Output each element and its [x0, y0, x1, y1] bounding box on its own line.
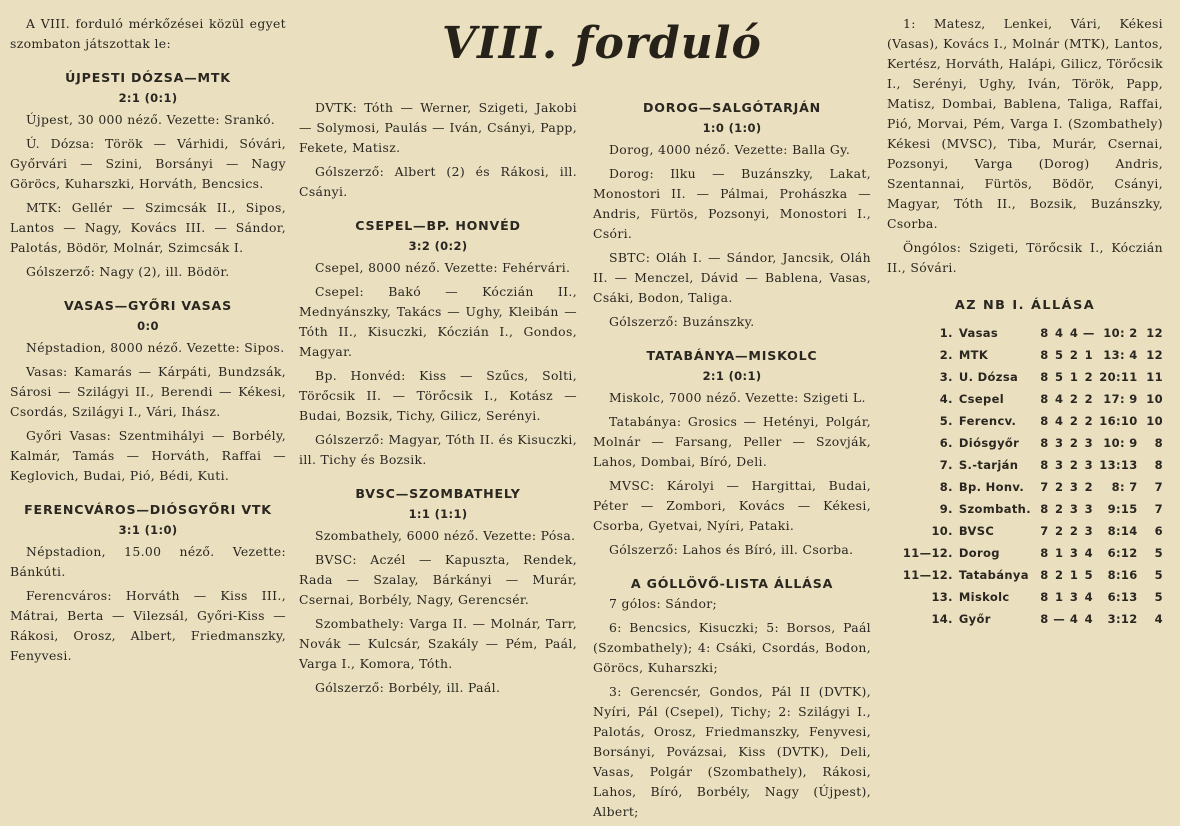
- standings-cell-p: 8: [1040, 590, 1049, 604]
- intro-text: A VIII. forduló mérkőzései közül egyet szombaton játszottak le:: [10, 16, 286, 51]
- standings-cell-rank: 11—12.: [902, 546, 953, 560]
- lineup-away: Szombathely: Varga II. — Molnár, Tarr, Novák — Kulcsár, Szakály — Pém, Paál, Varga I., Komora, Tóth.: [299, 616, 577, 671]
- column-1: [10, 14, 286, 670]
- standings-cell-pts: 10: [1146, 392, 1163, 406]
- standings-cell-w: 2: [1055, 524, 1064, 538]
- standings-cell-team: BVSC: [958, 524, 995, 538]
- standings-cell-pts: 11: [1146, 370, 1163, 384]
- standings-cell-d: 2: [1069, 414, 1079, 428]
- standings-cell-l: 5: [1084, 568, 1093, 582]
- standings-cell-p: 8: [1040, 546, 1049, 560]
- standings-cell-goals: 3:12: [1107, 612, 1138, 626]
- match-info: Dorog, 4000 néző. Vezette: Balla Gy.: [609, 142, 851, 157]
- scorers-paragraph: 1: Matesz, Lenkei, Vári, Kékesi (Vasas), Kovács I., Molnár (MTK), Lantos, Kertész, Horváth, Halápi, Gilicz, Törőcsik I., Serényi, Ughy, Iván, Török, Papp, Matisz, Dombai, Bablena, Taliga, Raffai, Pió, Morvai, Pém, Varga I. (Szombathely) Kékesi (MVSC), Tiba, Murár, Csernai, Pozsonyi, Varga (Dorog) Andris, Szentannai, Fürtös, Bödör, Csányi, Magyar, Tóth II., Bozsik, Buzánszky, Csorba.: [887, 16, 1163, 231]
- standings-cell-d: 4: [1069, 612, 1079, 626]
- standings-cell-p: 8: [1040, 392, 1049, 406]
- standings-cell-pts: 5: [1154, 568, 1163, 582]
- standings-cell-d: 1: [1069, 568, 1079, 582]
- standings-cell-rank: 9.: [939, 502, 953, 516]
- standings-cell-l: —: [1082, 326, 1095, 340]
- standings-cell-pts: 10: [1146, 414, 1163, 428]
- match-header: VASAS—GYŐRI VASAS: [64, 298, 232, 313]
- standings-cell-team: Bp. Honv.: [958, 480, 1025, 494]
- standings-cell-pts: 8: [1154, 458, 1163, 472]
- standings-cell-d: 2: [1069, 436, 1079, 450]
- standings-cell-rank: 7.: [939, 458, 953, 472]
- lineup-away: Bp. Honvéd: Kiss — Szűcs, Solti, Törőcsik II. — Törőcsik I., Kotász — Budai, Bozsik, Tichy, Gilicz, Serényi.: [299, 368, 577, 423]
- standings-cell-p: 8: [1040, 568, 1049, 582]
- standings-cell-pts: 4: [1154, 612, 1163, 626]
- standings-cell-p: 8: [1040, 436, 1049, 450]
- standings-cell-rank: 5.: [939, 414, 953, 428]
- standings-cell-l: 4: [1084, 590, 1093, 604]
- lineup-away: MVSC: Károlyi — Hargittai, Budai, Péter — Zombori, Kovács — Kékesi, Csorba, Gyetvai, Nyíri, Pataki.: [593, 478, 871, 533]
- column-2: [299, 98, 577, 702]
- lineup-away: DVTK: Tóth — Werner, Szigeti, Jakobi — Solymosi, Paulás — Iván, Csányi, Papp, Fekete, Matisz.: [299, 100, 577, 155]
- standings-cell-d: 2: [1069, 392, 1079, 406]
- standings-cell-team: Szombath.: [958, 502, 1031, 516]
- standings-cell-team: Dorog: [958, 546, 1000, 560]
- lineup-home: Dorog: Ilku — Buzánszky, Lakat, Monostori II. — Pálmai, Prohászka — Andris, Fürtös, Pozsonyi, Monostori I., Csóri.: [593, 166, 871, 241]
- standings-cell-rank: 2.: [939, 348, 953, 362]
- standings-cell-goals: 8:16: [1107, 568, 1138, 582]
- standings-cell-pts: 7: [1154, 480, 1163, 494]
- standings-cell-rank: 11—12.: [902, 568, 953, 582]
- standings-row: [887, 410, 1163, 432]
- standings-cell-rank: 6.: [939, 436, 953, 450]
- standings-cell-w: 1: [1055, 590, 1064, 604]
- standings-cell-w: 3: [1055, 458, 1064, 472]
- standings-cell-l: 2: [1084, 414, 1093, 428]
- standings-cell-team: Csepel: [958, 392, 1005, 406]
- standings-cell-l: 3: [1084, 502, 1093, 516]
- standings-cell-p: 7: [1040, 524, 1049, 538]
- lineup-home: Tatabánya: Grosics — Hetényi, Polgár, Molnár — Farsang, Peller — Szovják, Lahos, Dombai, Bíró, Deli.: [593, 414, 871, 469]
- standings-cell-team: U. Dózsa: [958, 370, 1019, 384]
- lineup-away: MTK: Gellér — Szimcsák II., Sipos, Lantos — Nagy, Kovács III. — Sándor, Palotás, Bödör, Molnár, Szimcsák I.: [10, 200, 286, 255]
- standings-cell-w: 1: [1055, 546, 1064, 560]
- page-title: VIII. forduló: [442, 18, 762, 69]
- standings-cell-p: 8: [1040, 414, 1049, 428]
- standings-cell-p: 8: [1040, 326, 1049, 340]
- standings-row: [887, 322, 1163, 344]
- own-goals: Öngólos: Szigeti, Törőcsik I., Kóczián II., Sóvári.: [887, 240, 1163, 275]
- standings-cell-d: 2: [1069, 348, 1079, 362]
- goal-scorers: Gólszerző: Nagy (2), ill. Bödör.: [26, 264, 230, 279]
- standings-cell-w: 5: [1055, 370, 1064, 384]
- standings-cell-pts: 12: [1146, 348, 1163, 362]
- standings-cell-rank: 13.: [931, 590, 953, 604]
- match-header: DOROG—SALGÓTARJÁN: [642, 100, 821, 115]
- goal-scorers: Gólszerző: Lahos és Bíró, ill. Csorba.: [609, 542, 854, 557]
- lineup-home: Ferencváros: Horváth — Kiss III., Mátrai, Berta — Vilezsál, Győri-Kiss — Rákosi, Orosz, Albert, Friedmanszky, Fenyvesi.: [10, 588, 286, 663]
- standings-row: [887, 432, 1163, 454]
- standings-cell-p: 7: [1040, 480, 1049, 494]
- standings-cell-l: 2: [1084, 392, 1093, 406]
- standings-cell-goals: 13:13: [1099, 458, 1138, 472]
- standings-cell-w: 4: [1055, 326, 1064, 340]
- standings-cell-w: 4: [1055, 392, 1064, 406]
- standings-cell-d: 4: [1069, 326, 1079, 340]
- standings-cell-pts: 8: [1154, 436, 1163, 450]
- match-header: CSEPEL—BP. HONVÉD: [355, 218, 521, 233]
- scorers-header: A GÓLLÖVŐ-LISTA ÁLLÁSA: [630, 576, 834, 591]
- standings-cell-goals: 8:14: [1107, 524, 1138, 538]
- standings-cell-w: —: [1053, 612, 1066, 626]
- standings-row: [887, 344, 1163, 366]
- standings-cell-d: 3: [1069, 546, 1079, 560]
- standings-cell-pts: 7: [1154, 502, 1163, 516]
- standings-row: [887, 542, 1163, 564]
- scorers-paragraph: 7 gólos: Sándor;: [609, 596, 718, 611]
- standings-cell-goals: 8: 7: [1111, 480, 1138, 494]
- standings-cell-goals: 13: 4: [1103, 348, 1138, 362]
- standings-cell-team: Miskolc: [958, 590, 1010, 604]
- standings-cell-p: 8: [1040, 458, 1049, 472]
- standings-cell-team: Ferencv.: [958, 414, 1017, 428]
- match-info: Népstadion, 15.00 néző. Vezette: Bánkúti.: [10, 544, 286, 579]
- standings-table: [887, 322, 1163, 630]
- match-score: 3:2 (0:2): [408, 239, 468, 253]
- goal-scorers: Gólszerző: Magyar, Tóth II. és Kisuczki, ill. Tichy és Bozsik.: [299, 432, 577, 467]
- standings-cell-rank: 1.: [939, 326, 953, 340]
- standings-cell-w: 2: [1055, 502, 1064, 516]
- match-info: Újpest, 30 000 néző. Vezette: Srankó.: [26, 112, 276, 127]
- lineup-home: Ú. Dózsa: Török — Várhidi, Sóvári, Győrvári — Szini, Borsányi — Nagy Göröcs, Kuharszki, Horváth, Bencsics.: [10, 136, 286, 191]
- standings-cell-goals: 16:10: [1099, 414, 1138, 428]
- standings-cell-rank: 14.: [931, 612, 953, 626]
- standings-row: [887, 608, 1163, 630]
- scorers-paragraph: 6: Bencsics, Kisuczki; 5: Borsos, Paál (Szombathely); 4: Csáki, Csordás, Bodon, Göröcs, Kuharszki;: [593, 620, 871, 675]
- standings-cell-w: 4: [1055, 414, 1064, 428]
- standings-cell-w: 2: [1055, 480, 1064, 494]
- standings-row: [887, 520, 1163, 542]
- match-info: Népstadion, 8000 néző. Vezette: Sipos.: [26, 340, 285, 355]
- standings-cell-d: 3: [1069, 590, 1079, 604]
- standings-cell-p: 8: [1040, 502, 1049, 516]
- standings-row: [887, 564, 1163, 586]
- standings-cell-rank: 10.: [931, 524, 953, 538]
- lineup-home: Vasas: Kamarás — Kárpáti, Bundzsák, Sárosi — Szilágyi II., Berendi — Kékesi, Csordás, Szilágyi I., Vári, Ihász.: [10, 364, 286, 419]
- standings-cell-goals: 10: 9: [1103, 436, 1138, 450]
- standings-cell-w: 5: [1055, 348, 1064, 362]
- lineup-home: Csepel: Bakó — Kóczián II., Mednyánszky, Takács — Ughy, Kleibán — Tóth II., Kisuczki, Kóczián I., Gondos, Magyar.: [299, 284, 577, 359]
- goal-scorers: Gólszerző: Buzánszky.: [609, 314, 755, 329]
- standings-cell-l: 2: [1084, 370, 1093, 384]
- standings-cell-team: S.-tarján: [958, 458, 1019, 472]
- standings-cell-p: 8: [1040, 612, 1049, 626]
- match-score: 1:0 (1:0): [702, 121, 762, 135]
- standings-cell-l: 1: [1084, 348, 1093, 362]
- standings-cell-team: Győr: [958, 612, 991, 626]
- standings-cell-l: 2: [1084, 480, 1093, 494]
- standings-cell-goals: 20:11: [1099, 370, 1138, 384]
- match-info: Szombathely, 6000 néző. Vezette: Pósa.: [315, 528, 576, 543]
- match-score: 2:1 (0:1): [702, 369, 762, 383]
- standings-cell-d: 3: [1069, 480, 1079, 494]
- goal-scorers: Gólszerző: Borbély, ill. Paál.: [315, 680, 501, 695]
- standings-cell-d: 3: [1069, 502, 1079, 516]
- standings-cell-rank: 4.: [939, 392, 953, 406]
- standings-cell-pts: 6: [1154, 524, 1163, 538]
- column-4: [887, 14, 1163, 630]
- standings-cell-p: 8: [1040, 370, 1049, 384]
- standings-row: [887, 498, 1163, 520]
- standings-cell-team: Tatabánya: [958, 568, 1029, 582]
- standings-cell-w: 3: [1055, 436, 1064, 450]
- standings-cell-goals: 6:12: [1107, 546, 1138, 560]
- match-header: FERENCVÁROS—DIÓSGYŐRI VTK: [24, 502, 272, 517]
- match-score: 3:1 (1:0): [118, 523, 178, 537]
- match-header: ÚJPESTI DÓZSA—MTK: [65, 70, 231, 85]
- scorers-paragraph: 3: Gerencsér, Gondos, Pál II (DVTK), Nyíri, Pál (Csepel), Tichy; 2: Szilágyi I., Palotás, Orosz, Friedmanszky, Fenyvesi, Borsányi, Povázsai, Kiss (DVTK), Deli, Vasas, Polgár (Szombathely), Rákosi, Lahos, Bíró, Borbély, Nagy (Újpest), Albert;: [593, 684, 871, 819]
- standings-row: [887, 366, 1163, 388]
- standings-cell-w: 2: [1055, 568, 1064, 582]
- match-score: 1:1 (1:1): [408, 507, 468, 521]
- standings-row: [887, 476, 1163, 498]
- standings-cell-team: MTK: [958, 348, 989, 362]
- standings-row: [887, 388, 1163, 410]
- standings-cell-team: Vasas: [958, 326, 999, 340]
- match-score: 2:1 (0:1): [118, 91, 178, 105]
- standings-title: AZ NB I. ÁLLÁSA: [954, 298, 1096, 313]
- standings-cell-p: 8: [1040, 348, 1049, 362]
- standings-cell-d: 1: [1069, 370, 1079, 384]
- standings-cell-l: 3: [1084, 524, 1093, 538]
- standings-cell-pts: 12: [1146, 326, 1163, 340]
- standings-cell-pts: 5: [1154, 590, 1163, 604]
- standings-cell-l: 3: [1084, 436, 1093, 450]
- standings-cell-l: 4: [1084, 546, 1093, 560]
- match-score: 0:0: [137, 319, 159, 333]
- column-3: [593, 98, 871, 826]
- goal-scorers: Gólszerző: Albert (2) és Rákosi, ill. Csányi.: [299, 164, 577, 199]
- standings-cell-l: 4: [1084, 612, 1093, 626]
- match-header: TATABÁNYA—MISKOLC: [646, 348, 818, 363]
- standings-row: [887, 586, 1163, 608]
- match-info: Csepel, 8000 néző. Vezette: Fehérvári.: [315, 260, 571, 275]
- standings-cell-goals: 10: 2: [1103, 326, 1138, 340]
- lineup-away: SBTC: Oláh I. — Sándor, Jancsik, Oláh II. — Menczel, Dávid — Bablena, Vasas, Csáki, Bodon, Taliga.: [593, 250, 871, 305]
- standings-cell-d: 2: [1069, 524, 1079, 538]
- standings-cell-d: 2: [1069, 458, 1079, 472]
- standings-cell-goals: 9:15: [1107, 502, 1138, 516]
- standings-row: [887, 454, 1163, 476]
- standings-cell-team: Diósgyőr: [958, 436, 1020, 450]
- match-header: BVSC—SZOMBATHELY: [355, 486, 521, 501]
- lineup-away: Győri Vasas: Szentmihályi — Borbély, Kalmár, Tamás — Horváth, Raffai — Keglovich, Budai, Pió, Bédi, Kuti.: [10, 428, 286, 483]
- lineup-home: BVSC: Aczél — Kapuszta, Rendek, Rada — Szalay, Bárkányi — Murár, Csernai, Borbély, Nagy, Gerencsér.: [299, 552, 577, 607]
- match-info: Miskolc, 7000 néző. Vezette: Szigeti L.: [609, 390, 866, 405]
- standings-cell-pts: 5: [1154, 546, 1163, 560]
- standings-cell-rank: 8.: [939, 480, 953, 494]
- standings-cell-l: 3: [1084, 458, 1093, 472]
- standings-cell-goals: 17: 9: [1103, 392, 1138, 406]
- standings-cell-goals: 6:13: [1107, 590, 1138, 604]
- standings-cell-rank: 3.: [939, 370, 953, 384]
